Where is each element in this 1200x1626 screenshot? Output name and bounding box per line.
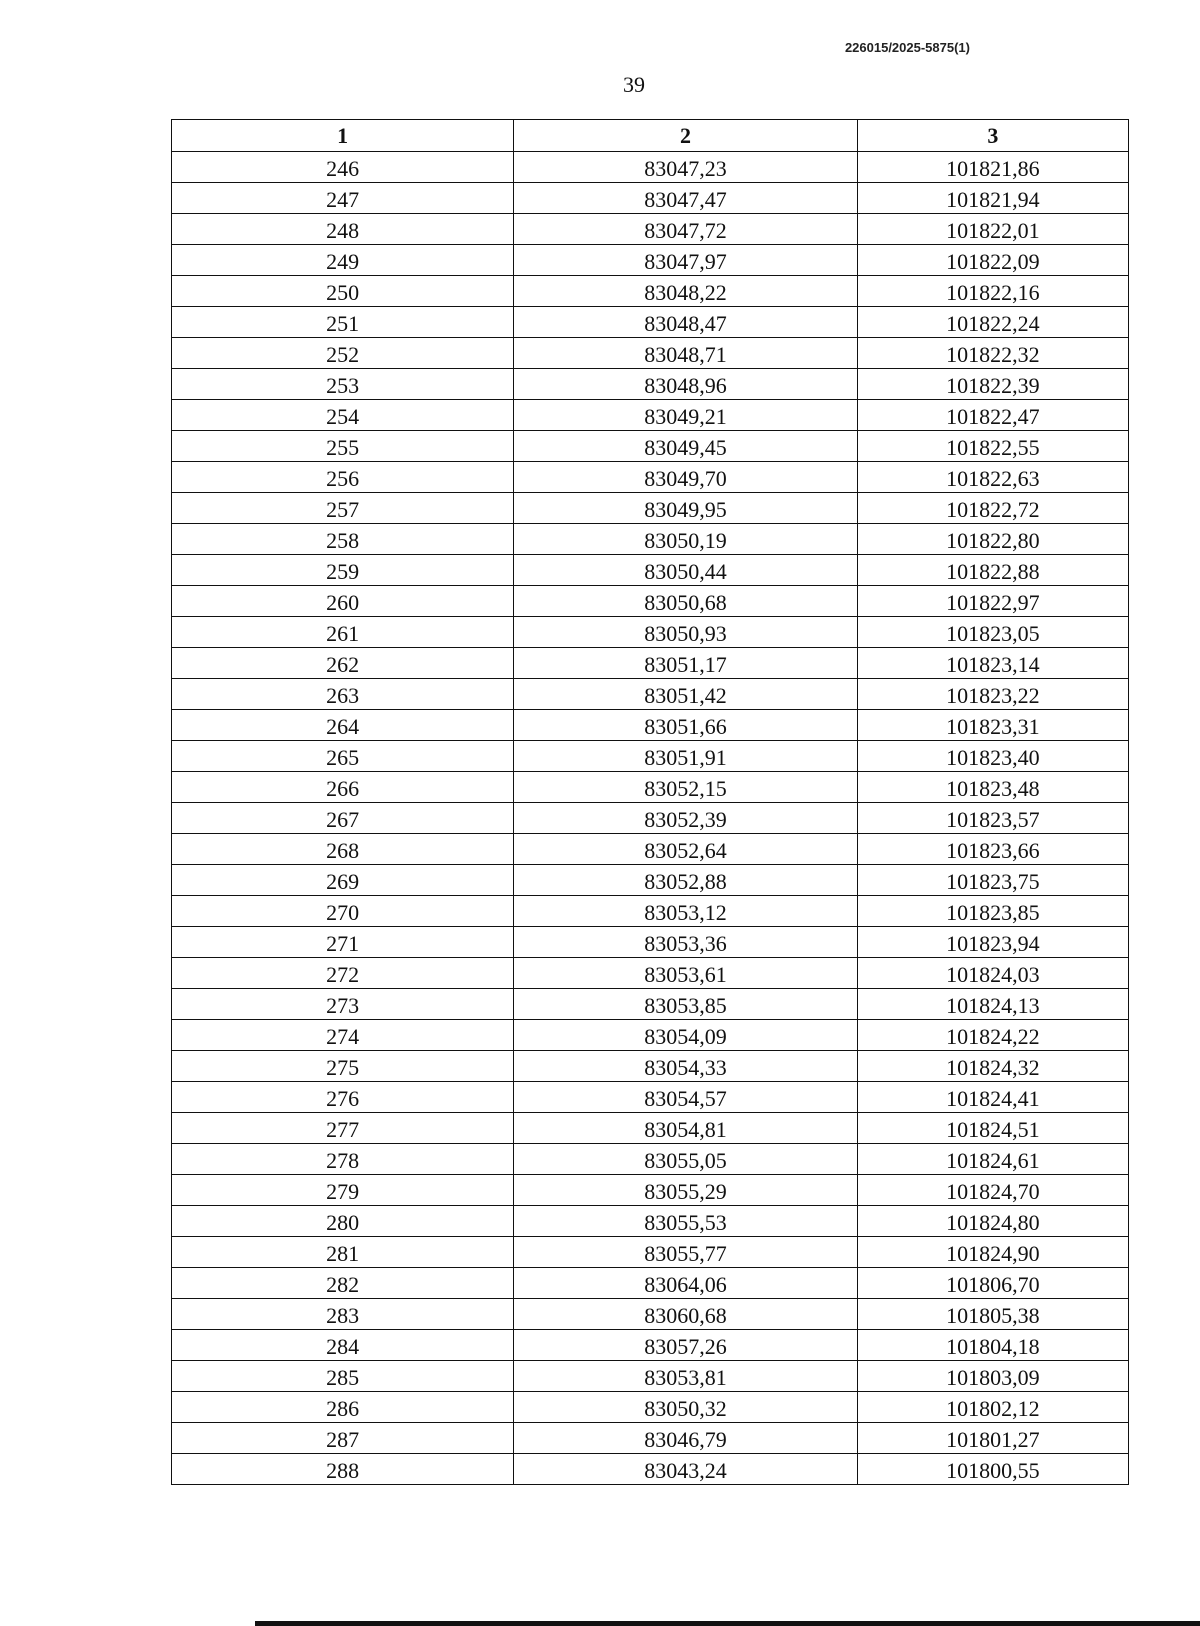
- table-row: [172, 865, 1129, 896]
- y-coordinate-cell: 101804,18: [857, 1330, 1128, 1361]
- bottom-edge-line: [255, 1621, 1200, 1626]
- y-coordinate-cell: 101805,38: [857, 1299, 1128, 1330]
- table-row: [172, 741, 1129, 772]
- table-row: [172, 1268, 1129, 1299]
- x-coordinate-cell: 83055,53: [514, 1206, 857, 1237]
- table-row: [172, 276, 1129, 307]
- y-coordinate-cell: 101823,94: [857, 927, 1128, 958]
- x-coordinate-cell: 83053,81: [514, 1361, 857, 1392]
- x-coordinate-cell: 83048,71: [514, 338, 857, 369]
- point-number-cell: 270: [172, 896, 514, 927]
- y-coordinate-cell: 101823,14: [857, 648, 1128, 679]
- coordinates-table: [171, 119, 1129, 1485]
- point-number-cell: 268: [172, 834, 514, 865]
- point-number-cell: 252: [172, 338, 514, 369]
- point-number-cell: 271: [172, 927, 514, 958]
- document-id: 226015/2025-5875(1): [844, 40, 970, 55]
- point-number-cell: 258: [172, 524, 514, 555]
- table-row: [172, 183, 1129, 214]
- y-coordinate-cell: 101823,22: [857, 679, 1128, 710]
- y-coordinate-cell: 101823,40: [857, 741, 1128, 772]
- y-coordinate-cell: 101824,70: [857, 1175, 1128, 1206]
- point-number-cell: 267: [172, 803, 514, 834]
- y-coordinate-cell: 101803,09: [857, 1361, 1128, 1392]
- x-coordinate-cell: 83050,93: [514, 617, 857, 648]
- y-coordinate-cell: 101822,63: [857, 462, 1128, 493]
- point-number-cell: 250: [172, 276, 514, 307]
- x-coordinate-cell: 83047,72: [514, 214, 857, 245]
- point-number-cell: 276: [172, 1082, 514, 1113]
- x-coordinate-cell: 83055,77: [514, 1237, 857, 1268]
- y-coordinate-cell: 101802,12: [857, 1392, 1128, 1423]
- y-coordinate-cell: 101824,22: [857, 1020, 1128, 1051]
- x-coordinate-cell: 83053,85: [514, 989, 857, 1020]
- y-coordinate-cell: 101824,61: [857, 1144, 1128, 1175]
- point-number-cell: 254: [172, 400, 514, 431]
- table-row: [172, 493, 1129, 524]
- y-coordinate-cell: 101801,27: [857, 1423, 1128, 1454]
- point-number-cell: 260: [172, 586, 514, 617]
- point-number-cell: 283: [172, 1299, 514, 1330]
- y-coordinate-cell: 101822,32: [857, 338, 1128, 369]
- point-number-cell: 247: [172, 183, 514, 214]
- x-coordinate-cell: 83053,61: [514, 958, 857, 989]
- y-coordinate-cell: 101822,47: [857, 400, 1128, 431]
- table-row: [172, 1361, 1129, 1392]
- column-header-3: 3: [857, 120, 1128, 152]
- table-row: [172, 1299, 1129, 1330]
- x-coordinate-cell: 83050,44: [514, 555, 857, 586]
- point-number-cell: 261: [172, 617, 514, 648]
- y-coordinate-cell: 101822,16: [857, 276, 1128, 307]
- point-number-cell: 246: [172, 152, 514, 183]
- table-row: [172, 927, 1129, 958]
- y-coordinate-cell: 101823,31: [857, 710, 1128, 741]
- table-row: [172, 307, 1129, 338]
- y-coordinate-cell: 101800,55: [857, 1454, 1128, 1485]
- column-header-1: 1: [172, 120, 514, 152]
- point-number-cell: 256: [172, 462, 514, 493]
- point-number-cell: 262: [172, 648, 514, 679]
- y-coordinate-cell: 101824,03: [857, 958, 1128, 989]
- column-header-2: 2: [514, 120, 857, 152]
- point-number-cell: 257: [172, 493, 514, 524]
- x-coordinate-cell: 83064,06: [514, 1268, 857, 1299]
- x-coordinate-cell: 83053,36: [514, 927, 857, 958]
- point-number-cell: 253: [172, 369, 514, 400]
- x-coordinate-cell: 83050,32: [514, 1392, 857, 1423]
- y-coordinate-cell: 101824,41: [857, 1082, 1128, 1113]
- x-coordinate-cell: 83049,70: [514, 462, 857, 493]
- page-number: 39: [623, 72, 645, 97]
- y-coordinate-cell: 101822,01: [857, 214, 1128, 245]
- x-coordinate-cell: 83054,81: [514, 1113, 857, 1144]
- table-row: [172, 524, 1129, 555]
- x-coordinate-cell: 83057,26: [514, 1330, 857, 1361]
- table-row: [172, 1175, 1129, 1206]
- x-coordinate-cell: 83051,66: [514, 710, 857, 741]
- point-number-cell: 266: [172, 772, 514, 803]
- table-row: [172, 338, 1129, 369]
- x-coordinate-cell: 83050,19: [514, 524, 857, 555]
- table-row: [172, 245, 1129, 276]
- point-number-cell: 286: [172, 1392, 514, 1423]
- point-number-cell: 278: [172, 1144, 514, 1175]
- x-coordinate-cell: 83048,47: [514, 307, 857, 338]
- x-coordinate-cell: 83047,97: [514, 245, 857, 276]
- y-coordinate-cell: 101823,48: [857, 772, 1128, 803]
- point-number-cell: 281: [172, 1237, 514, 1268]
- point-number-cell: 251: [172, 307, 514, 338]
- point-number-cell: 255: [172, 431, 514, 462]
- table-row: [172, 1454, 1129, 1485]
- point-number-cell: 275: [172, 1051, 514, 1082]
- table-row: [172, 896, 1129, 927]
- point-number-cell: 280: [172, 1206, 514, 1237]
- table-header-row: [172, 120, 1129, 152]
- point-number-cell: 285: [172, 1361, 514, 1392]
- point-number-cell: 259: [172, 555, 514, 586]
- x-coordinate-cell: 83048,22: [514, 276, 857, 307]
- point-number-cell: 279: [172, 1175, 514, 1206]
- x-coordinate-cell: 83049,21: [514, 400, 857, 431]
- y-coordinate-cell: 101824,51: [857, 1113, 1128, 1144]
- x-coordinate-cell: 83054,33: [514, 1051, 857, 1082]
- table-row: [172, 1330, 1129, 1361]
- table-row: [172, 772, 1129, 803]
- point-number-cell: 284: [172, 1330, 514, 1361]
- y-coordinate-cell: 101823,85: [857, 896, 1128, 927]
- point-number-cell: 264: [172, 710, 514, 741]
- y-coordinate-cell: 101824,13: [857, 989, 1128, 1020]
- table-row: [172, 1020, 1129, 1051]
- y-coordinate-cell: 101806,70: [857, 1268, 1128, 1299]
- table-row: [172, 369, 1129, 400]
- y-coordinate-cell: 101823,66: [857, 834, 1128, 865]
- x-coordinate-cell: 83052,64: [514, 834, 857, 865]
- y-coordinate-cell: 101823,75: [857, 865, 1128, 896]
- table-row: [172, 834, 1129, 865]
- table-row: [172, 462, 1129, 493]
- table-row: [172, 617, 1129, 648]
- table-row: [172, 431, 1129, 462]
- x-coordinate-cell: 83046,79: [514, 1423, 857, 1454]
- table-row: [172, 1051, 1129, 1082]
- table-row: [172, 555, 1129, 586]
- table-row: [172, 1082, 1129, 1113]
- y-coordinate-cell: 101823,05: [857, 617, 1128, 648]
- point-number-cell: 269: [172, 865, 514, 896]
- table-row: [172, 958, 1129, 989]
- point-number-cell: 288: [172, 1454, 514, 1485]
- point-number-cell: 265: [172, 741, 514, 772]
- y-coordinate-cell: 101824,32: [857, 1051, 1128, 1082]
- point-number-cell: 272: [172, 958, 514, 989]
- point-number-cell: 287: [172, 1423, 514, 1454]
- x-coordinate-cell: 83049,45: [514, 431, 857, 462]
- point-number-cell: 277: [172, 1113, 514, 1144]
- table-row: [172, 710, 1129, 741]
- x-coordinate-cell: 83052,15: [514, 772, 857, 803]
- point-number-cell: 248: [172, 214, 514, 245]
- y-coordinate-cell: 101822,80: [857, 524, 1128, 555]
- point-number-cell: 274: [172, 1020, 514, 1051]
- y-coordinate-cell: 101822,39: [857, 369, 1128, 400]
- table-row: [172, 1206, 1129, 1237]
- table-row: [172, 214, 1129, 245]
- y-coordinate-cell: 101824,90: [857, 1237, 1128, 1268]
- y-coordinate-cell: 101822,72: [857, 493, 1128, 524]
- y-coordinate-cell: 101822,88: [857, 555, 1128, 586]
- x-coordinate-cell: 83054,57: [514, 1082, 857, 1113]
- point-number-cell: 249: [172, 245, 514, 276]
- x-coordinate-cell: 83047,47: [514, 183, 857, 214]
- x-coordinate-cell: 83052,39: [514, 803, 857, 834]
- x-coordinate-cell: 83052,88: [514, 865, 857, 896]
- y-coordinate-cell: 101821,94: [857, 183, 1128, 214]
- point-number-cell: 282: [172, 1268, 514, 1299]
- table-row: [172, 586, 1129, 617]
- table-body: [172, 152, 1129, 1485]
- x-coordinate-cell: 83060,68: [514, 1299, 857, 1330]
- table-row: [172, 152, 1129, 183]
- table-row: [172, 1392, 1129, 1423]
- table-row: [172, 1237, 1129, 1268]
- x-coordinate-cell: 83054,09: [514, 1020, 857, 1051]
- x-coordinate-cell: 83047,23: [514, 152, 857, 183]
- x-coordinate-cell: 83050,68: [514, 586, 857, 617]
- x-coordinate-cell: 83051,17: [514, 648, 857, 679]
- y-coordinate-cell: 101821,86: [857, 152, 1128, 183]
- y-coordinate-cell: 101822,97: [857, 586, 1128, 617]
- table-row: [172, 1113, 1129, 1144]
- y-coordinate-cell: 101822,24: [857, 307, 1128, 338]
- table-row: [172, 648, 1129, 679]
- x-coordinate-cell: 83043,24: [514, 1454, 857, 1485]
- table-row: [172, 803, 1129, 834]
- point-number-cell: 263: [172, 679, 514, 710]
- y-coordinate-cell: 101822,55: [857, 431, 1128, 462]
- x-coordinate-cell: 83048,96: [514, 369, 857, 400]
- table-row: [172, 1144, 1129, 1175]
- y-coordinate-cell: 101822,09: [857, 245, 1128, 276]
- x-coordinate-cell: 83049,95: [514, 493, 857, 524]
- table-row: [172, 1423, 1129, 1454]
- table-row: [172, 989, 1129, 1020]
- table-row: [172, 679, 1129, 710]
- x-coordinate-cell: 83055,05: [514, 1144, 857, 1175]
- y-coordinate-cell: 101823,57: [857, 803, 1128, 834]
- point-number-cell: 273: [172, 989, 514, 1020]
- x-coordinate-cell: 83051,42: [514, 679, 857, 710]
- y-coordinate-cell: 101824,80: [857, 1206, 1128, 1237]
- table-row: [172, 400, 1129, 431]
- x-coordinate-cell: 83053,12: [514, 896, 857, 927]
- x-coordinate-cell: 83055,29: [514, 1175, 857, 1206]
- x-coordinate-cell: 83051,91: [514, 741, 857, 772]
